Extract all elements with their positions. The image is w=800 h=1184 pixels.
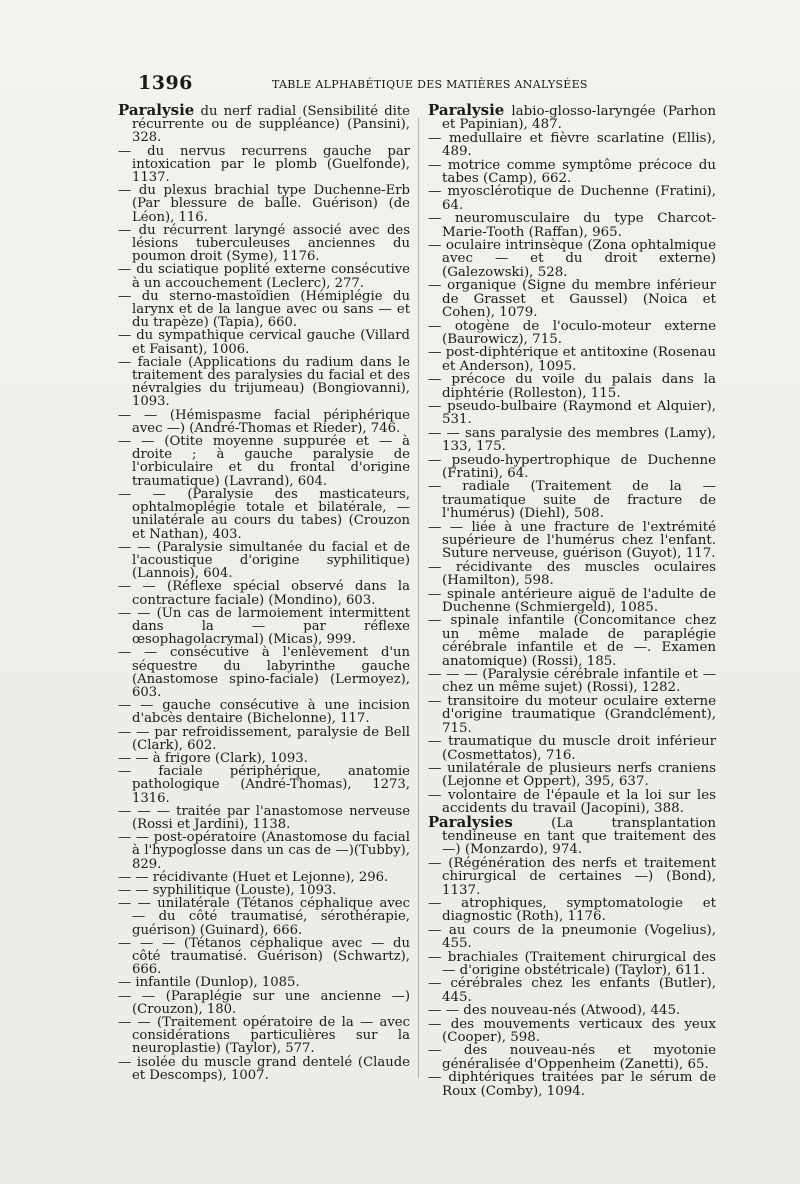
index-entry: — — unilatérale (Tétanos céphalique avec — du côté traumatisé, sérothérapie, guérison) (Guinard), 666. (118, 896, 410, 938)
index-entry: — — (Hémispasme facial périphérique avec —) (André-Thomas et Rieder), 746. (118, 407, 410, 436)
entry-headword: Paralysie (428, 101, 505, 119)
index-entry: — radiale (Traitement de la — traumatique suite de fracture de l'humérus) (Diehl), 508. (428, 479, 716, 522)
index-entry: — — (Traitement opératoire de la — avec considérations particulières sur la neuroplastie) (Taylor), 577. (118, 1015, 410, 1057)
index-entry: — — post-opératoire (Anastomose du facial à l'hypoglosse dans un cas de —)(Tubby), 829. (118, 830, 410, 872)
index-entry: — — par refroidissement, paralysie de Bell (Clark), 602. (118, 724, 410, 753)
index-entry: — faciale périphérique, anatomie pathologique (André-Thomas), 1273, 1316. (118, 764, 410, 806)
index-entry: — pseudo-bulbaire (Raymond et Alquier), 531. (428, 398, 716, 428)
index-entry: — — (Otite moyenne suppurée et — à droite ; à gauche paralysie de l'orbiculaire et du frontal d'origine traumatique) (Lavrand), 604. (118, 434, 410, 489)
index-entry: — — sans paralysie des membres (Lamy), 133, 175. (428, 425, 716, 455)
index-entry: — — liée à une fracture de l'extrémité supérieure de l'humérus chez l'enfant. Suture nerveuse, guérison (Guyot), 117. (428, 519, 716, 562)
index-entry: — des nouveau-nés et myotonie généralisée d'Oppenheim (Zanetti), 65. (428, 1043, 716, 1072)
index-entry: — motrice comme symptôme précoce du tabes (Camp), 662. (428, 157, 716, 187)
index-entry: — — — traitée par l'anastomose nerveuse (Rossi et Jardini), 1138. (118, 803, 410, 832)
index-entry: — brachiales (Traitement chirurgical des — d'origine obstétricale) (Taylor), 611. (428, 949, 716, 978)
index-entry: — medullaire et fièvre scarlatine (Ellis), 489. (428, 130, 716, 160)
index-entry: — cérébrales chez les enfants (Butler), 445. (428, 976, 716, 1005)
index-entry: — du sterno-mastoïdien (Hémiplégie du larynx et de la langue avec ou sans — et du trapèze) (Tapia), 660. (118, 288, 410, 331)
index-entry: — — (Paralysie simultanée du facial et de l'acoustique d'origine syphilitique) (Lannois), 604. (118, 539, 410, 582)
index-entry: — — récidivante (Huet et Lejonne), 296. (118, 869, 389, 885)
index-entry: — atrophiques, symptomatologie et diagnostic (Roth), 1176. (428, 895, 716, 925)
index-entry: — myosclérotique de Duchenne (Fratini), 64. (428, 184, 716, 213)
index-entry: — — (Paralysie des masticateurs, ophtalmoplégie totale et bilatérale, — unilatérale au cours du tabes) (Crouzon et Nathan), 403. (118, 486, 410, 542)
index-entry: — oculaire intrinsèque (Zona ophtalmique avec — et du droit externe) (Galezowski), 528. (428, 238, 716, 280)
entry-headword: Paralysies (428, 812, 513, 831)
index-entry: — du sympathique cervical gauche (Villard et Faisant), 1006. (118, 328, 410, 357)
running-title: TABLE ALPHABÉTIQUE DES MATIÈRES ANALYSÉES (272, 78, 588, 91)
index-entry: — isolée du muscle grand dentelé (Claude et Descomps), 1007. (118, 1054, 410, 1083)
index-entry: — — — (Tétanos céphalique avec — du côté traumatisé. Guérison) (Schwartz), 666. (118, 935, 410, 978)
entry-headword: Paralysie (118, 101, 195, 119)
index-column-right (428, 101, 716, 1099)
page-number: 1396 (138, 72, 193, 94)
index-entry: — — consécutive à l'enlèvement d'un séquestre du labyrinthe gauche (Anastomose spino-faciale) (Lermoyez), 603. (118, 645, 410, 700)
page-header (138, 72, 608, 96)
index-entry: — — (Réflexe spécial observé dans la contracture faciale) (Mondino), 603. (118, 579, 410, 608)
index-entry: — post-diphtérique et antitoxine (Rosenau et Anderson), 1095. (428, 345, 716, 374)
index-entry: Paralysies (La transplantation tendineuse en tant que traitement des —) (Monzardo), 974. (428, 812, 716, 858)
index-entry: — — (Paraplégie sur une ancienne —) (Crouzon), 180. (118, 988, 410, 1017)
index-entry: — organique (Signe du membre inférieur de Grasset et Gaussel) (Noica et Cohen), 1079. (428, 278, 716, 321)
index-entry: — transitoire du moteur oculaire externe d'origine traumatique (Grandclément), 715. (428, 693, 716, 736)
index-entry: — au cours de la pneumonie (Vogelius), 455. (428, 922, 716, 952)
index-entry: — faciale (Applications du radium dans le traitement des paralysies du facial et des névralgies du trijumeau) (Bongiovanni), 1093. (118, 354, 410, 410)
index-entry: — otogène de l'oculo-moteur externe (Baurowicz), 715. (428, 318, 716, 347)
index-entry: Paralysie labio-glosso-laryngée (Parhon et Papinian), 487. (428, 101, 716, 133)
column-divider (418, 118, 419, 1078)
index-entry: — spinale infantile (Concomitance chez un même malade de paraplégie cérébrale infantile et de —. Examen anatomique) (Rossi), 185. (428, 613, 716, 669)
index-entry: — récidivante des muscles oculaires (Hamilton), 598. (428, 559, 716, 589)
index-entry: — — — (Paralysie cérébrale infantile et — chez un même sujet) (Rossi), 1282. (428, 667, 716, 696)
index-entry: — pseudo-hypertrophique de Duchenne (Fratini), 64. (428, 452, 716, 481)
index-entry: Paralysie du nerf radial (Sensibilité dite récurrente ou de suppléance) (Pansini), 328. (118, 101, 410, 146)
index-entry: — — gauche consécutive à une incision d'abcès dentaire (Bichelonne), 117. (118, 698, 410, 727)
index-entry: — — à frigore (Clark), 1093. (118, 750, 308, 766)
index-entry: — infantile (Dunlop), 1085. (118, 975, 300, 991)
index-entry: — du récurrent laryngé associé avec des lésions tuberculeuses anciennes du poumon droit (Syme), 1176. (118, 222, 410, 265)
index-entry: — des mouvements verticaux des yeux (Cooper), 598. (428, 1016, 716, 1046)
index-entry: — (Régénération des nerfs et traitement chirurgical de certaines —) (Bond), 1137. (428, 855, 716, 898)
index-entry: — du plexus brachial type Duchenne-Erb (Par blessure de balle. Guérison) (de Léon), 116. (118, 183, 410, 225)
index-entry: — volontaire de l'épaule et la loi sur les accidents du travail (Jacopini), 388. (428, 787, 716, 817)
index-entry: — du sciatique poplité externe consécutive à un accouchement (Leclerc), 277. (118, 262, 410, 291)
index-entry: — du nervus recurrens gauche par intoxication par le plomb (Guelfonde), 1137. (118, 143, 410, 186)
index-entry: — précoce du voile du palais dans la diphtérie (Rolleston), 115. (428, 372, 716, 401)
index-entry: — spinale antérieure aiguë de l'adulte de Duchenne (Schmiergeld), 1085. (428, 586, 716, 616)
index-entry: — diphtériques traitées par le sérum de Roux (Comby), 1094. (428, 1070, 716, 1099)
index-column-left (118, 101, 410, 1083)
index-entry: — — syphilitique (Louste), 1093. (118, 882, 337, 898)
index-entry: — neuromusculaire du type Charcot-Marie-Tooth (Raffan), 965. (428, 211, 716, 240)
index-entry: — traumatique du muscle droit inférieur (Cosmettatos), 716. (428, 734, 716, 763)
index-entry: — — (Un cas de larmoiement intermittent dans la — par réflexe œsophagolacrymal) (Micas), 999. (118, 605, 410, 648)
index-entry: — — des nouveau-nés (Atwood), 445. (428, 1003, 681, 1019)
index-entry: — unilatérale de plusieurs nerfs craniens (Lejonne et Oppert), 395, 637. (428, 760, 716, 790)
